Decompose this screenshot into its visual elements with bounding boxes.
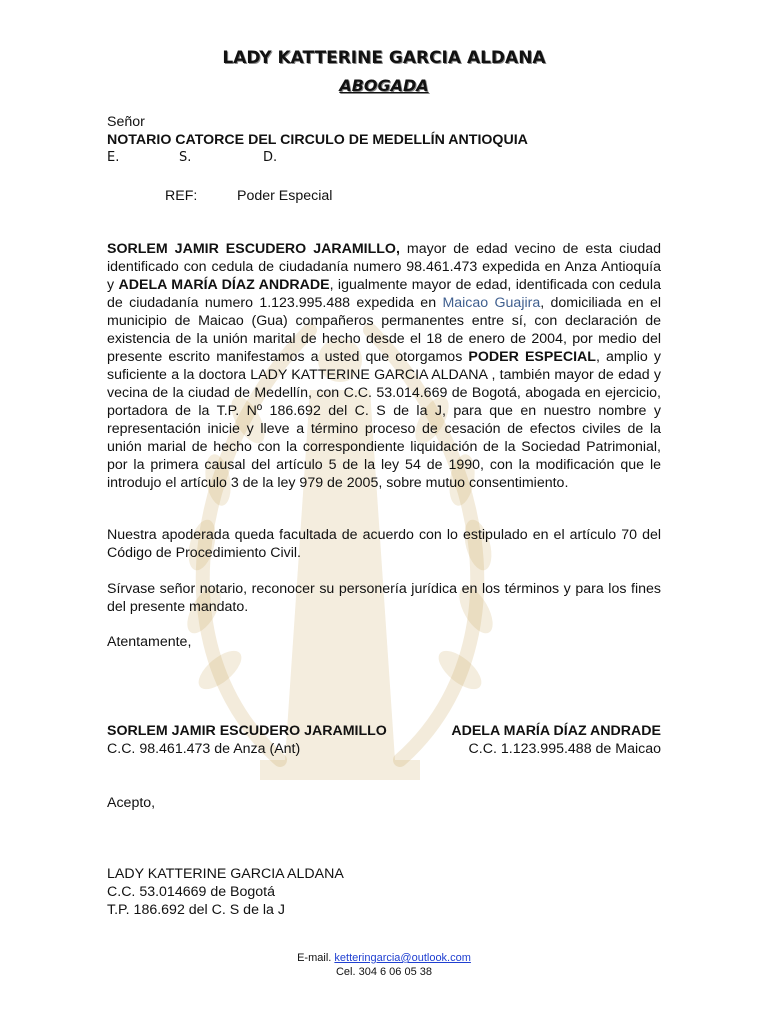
esd-s: S. (179, 150, 192, 165)
paragraph-text-3: , domiciliada en el municipio de Maicao (Gua) compañeros permanentes entre sí, con declaración de existencia de la unión marital de hecho desde el 18 de enero de 2004, por medio del presente escrito manifestamos a usted que otorgamos (107, 295, 661, 365)
place-maicao: Maicao Guajira (442, 295, 541, 311)
paragraph-faculties: Nuestra apoderada queda facultada de acuerdo con lo estipulado en el artículo 70 del Código de Procedimiento Civil. (107, 527, 661, 561)
ref-label: REF: (165, 188, 198, 204)
footer-phone: Cel. 304 6 06 05 38 (335, 966, 433, 978)
paragraph-request: Sírvase señor notario, reconocer su personería jurídica en los términos y para los fines del presente mandato. (107, 581, 661, 615)
grantor-2-name: ADELA MARÍA DÍAZ ANDRADE (118, 277, 330, 293)
attorney-name: LADY KATTERINE GARCIA ALDANA (107, 866, 344, 882)
footer-email-line (0, 951, 768, 965)
footer (0, 951, 768, 979)
grantor-1-name: SORLEM JAMIR ESCUDERO JARAMILLO, (107, 241, 400, 257)
ref-value: Poder Especial (237, 188, 333, 204)
poder-especial: PODER ESPECIAL (468, 349, 596, 365)
addressee: NOTARIO CATORCE DEL CIRCULO DE MEDELLÍN ANTIOQUIA (107, 132, 528, 148)
signer-right-id: C.C. 1.123.995.488 de Maicao (468, 741, 661, 757)
closing: Atentamente, (107, 634, 192, 650)
letterhead-name: LADY KATTERINE GARCIA ALDANA (222, 48, 546, 68)
signature-block (107, 722, 661, 758)
signer-right-name: ADELA MARÍA DÍAZ ANDRADE (451, 723, 661, 739)
paragraph-text-1: mayor de edad vecino de esta ciudad identificado con cedula de ciudadanía numero 98.461.473 expedida en Anza Antioquía y (107, 241, 661, 293)
esd-d: D. (263, 150, 278, 165)
recipient-block (107, 113, 661, 167)
esd-e: E. (107, 150, 120, 165)
email-label: E-mail. (297, 952, 332, 964)
salutation: Señor (107, 114, 145, 130)
reference-line (165, 187, 719, 205)
acceptance-label: Acepto, (107, 795, 156, 811)
paragraph-text-2: , igualmente mayor de edad, identificada con cedula de ciudadanía numero 1.123.995.488 expedida en (107, 277, 661, 311)
esd-line (107, 149, 661, 167)
paragraph-main (107, 240, 661, 492)
signer-left-id: C.C. 98.461.473 de Anza (Ant) (107, 741, 301, 757)
attorney-cc: C.C. 53.014669 de Bogotá (107, 884, 276, 900)
email-link[interactable]: ketteringarcia@outlook.com (334, 952, 471, 964)
attorney-tp: T.P. 186.692 del C. S de la J (107, 902, 285, 918)
letterhead-title: ABOGADA (339, 76, 429, 95)
paragraph-text-4: , amplio y suficiente a la doctora LADY KATTERINE GARCIA ALDANA , también mayor de edad y vecina de la ciudad de Medellín, con C.C. 53.014.669 de Bogotá, abogada en ejercicio, portadora de la T.P. Nº 186.692 del C. S de la J, para que en nuestro nombre y representación inicie y lleve a término proceso de cesación de efectos civiles de la unión marial de hecho con la correspondiente liquidación de la Sociedad Patrimonial, por la primera causal del artículo 5 de la ley 54 de 1990, con la modificación que le introdujo el artículo 3 de la ley 979 de 2005, sobre mutuo consentimiento. (107, 349, 661, 491)
signer-left-name: SORLEM JAMIR ESCUDERO JARAMILLO (107, 723, 387, 739)
acceptance-block (107, 865, 661, 919)
letterhead (0, 48, 768, 95)
